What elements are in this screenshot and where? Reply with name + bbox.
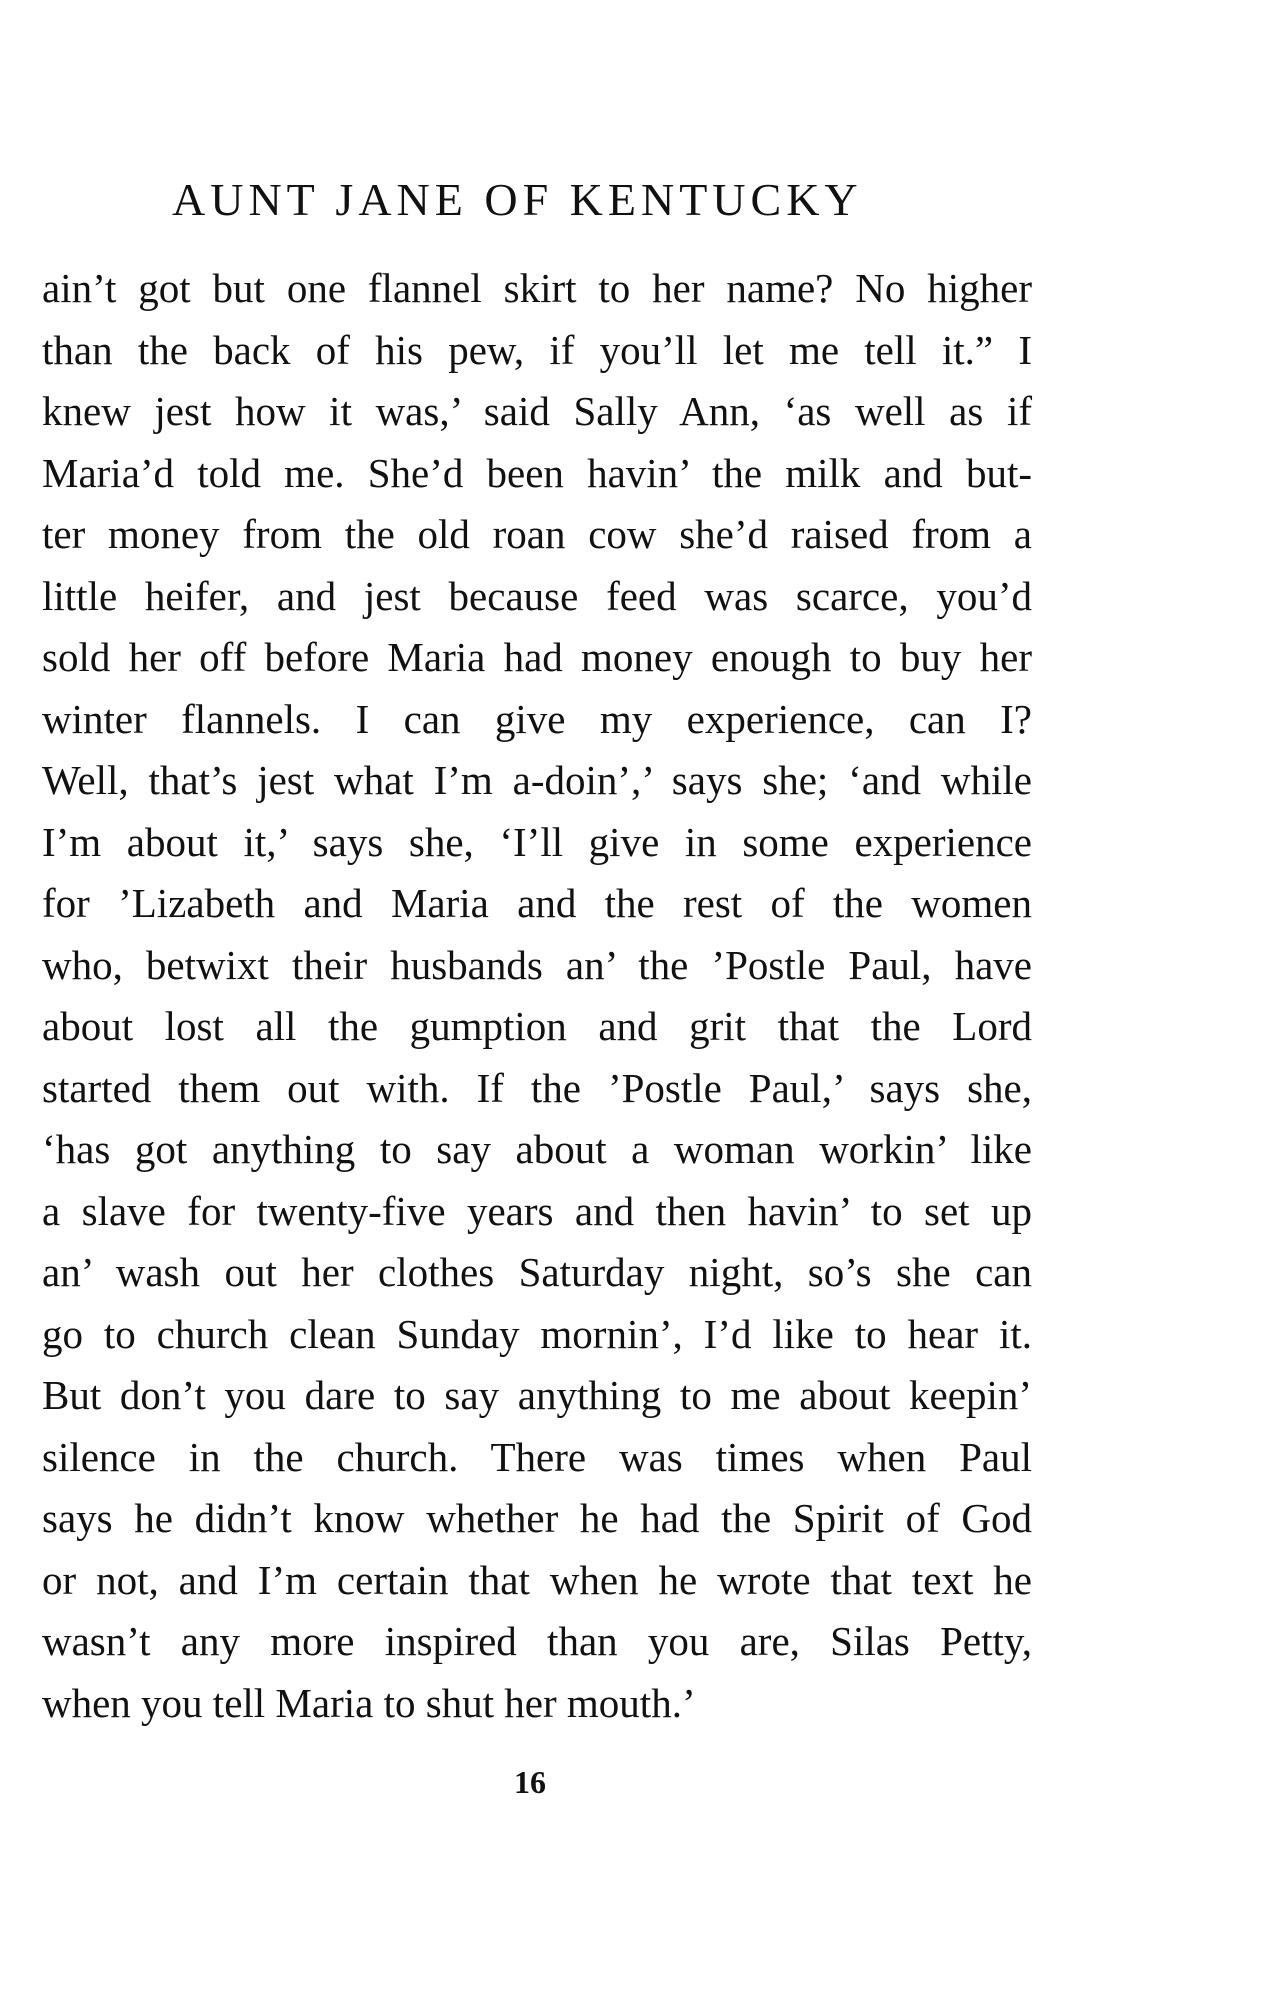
text-line: Well, that’s jest what I’m a-doin’,’ says she; ‘and while (42, 757, 1032, 803)
body-text (42, 258, 1032, 1734)
text-line: knew jest how it was,’ said Sally Ann, ‘as well as if (42, 388, 1032, 434)
text-line: who, betwixt their husbands an’ the ’Postle Paul, have (42, 941, 1032, 988)
text-line: or not, and I’m certain that when he wrote that text he (42, 1556, 1032, 1603)
text-line: ter money from the old roan cow she’d raised from a (42, 511, 1032, 557)
text-line: sold her off before Maria had money enough to buy her (42, 634, 1032, 680)
text-line: when you tell Maria to shut her mouth.’ (42, 1679, 696, 1726)
text-line: about lost all the gumption and grit that the Lord (42, 1003, 1032, 1049)
text-line: than the back of his pew, if you’ll let me tell it.” I (42, 326, 1032, 373)
text-line: little heifer, and jest because feed was scarce, you’d (42, 572, 1032, 619)
running-head: AUNT JANE OF KENTUCKY (172, 174, 863, 225)
text-line: for ’Lizabeth and Maria and the rest of the women (42, 880, 1032, 926)
page-number: 16 (514, 1764, 546, 1800)
text-line: silence in the church. There was times when Paul (42, 1433, 1032, 1480)
text-line: a slave for twenty-five years and then havin’ to set up (42, 1187, 1032, 1234)
text-line: go to church clean Sunday mornin’, I’d like to hear it. (42, 1310, 1032, 1357)
text-line: I’m about it,’ says she, ‘I’ll give in some experience (42, 818, 1032, 865)
text-line: ain’t got but one flannel skirt to her name? No higher (42, 265, 1032, 311)
text-line: Maria’d told me. She’d been havin’ the milk and but- (42, 449, 1032, 496)
text-line: an’ wash out her clothes Saturday night, so’s she can (42, 1249, 1032, 1295)
text-line: But don’t you dare to say anything to me about keepin’ (42, 1372, 1032, 1418)
text-line: winter flannels. I can give my experience, can I? (42, 695, 1032, 742)
text-line: started them out with. If the ’Postle Paul,’ says she, (42, 1064, 1032, 1111)
text-line: ‘has got anything to say about a woman workin’ like (42, 1126, 1032, 1172)
text-line: wasn’t any more inspired than you are, Silas Petty, (42, 1618, 1032, 1664)
text-line: says he didn’t know whether he had the Spirit of God (42, 1495, 1032, 1541)
